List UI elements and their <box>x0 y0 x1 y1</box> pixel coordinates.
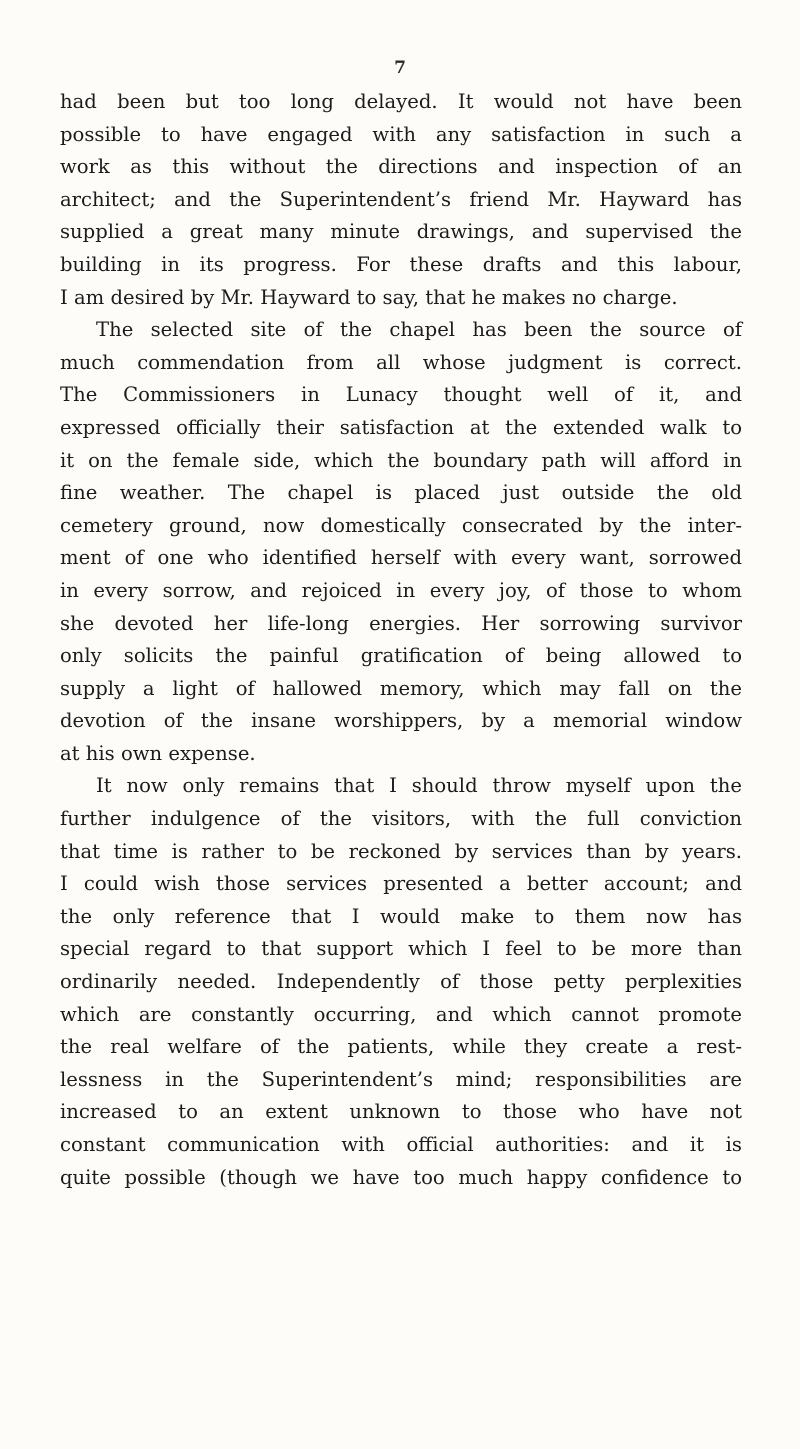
text-line: fine weather. The chapel is placed just outside the old <box>60 481 742 505</box>
text-line: that time is rather to be reckoned by services than by years. <box>60 839 742 863</box>
text-line: expressed officially their satisfaction at the extended walk to <box>60 415 742 439</box>
text-line: architect; and the Superintendent’s friend Mr. Hayward has <box>60 187 742 211</box>
text-line: supply a light of hallowed memory, which may fall on the <box>60 676 742 700</box>
text-line: had been but too long delayed. It would not have been <box>60 90 742 113</box>
text-line: building in its progress. For these drafts and this labour, <box>60 252 742 276</box>
text-line: at his own expense. <box>60 741 256 765</box>
text-line: constant communication with official authorities: and it is <box>60 1133 742 1156</box>
text-line: the only reference that I would make to them now has <box>60 904 742 928</box>
text-line: further indulgence of the visitors, with the full conviction <box>60 807 742 831</box>
text-line: devotion of the insane worshippers, by a memorial window <box>60 709 742 733</box>
text-line: much commendation from all whose judgment is correct. <box>60 350 742 374</box>
text-line: supplied a great many minute drawings, and supervised the <box>60 220 742 244</box>
text-line: in every sorrow, and rejoiced in every joy, of those to whom <box>60 578 742 602</box>
text-line: ordinarily needed. Independently of those petty perplexities <box>60 970 742 994</box>
text-line: she devoted her life-long energies. Her sorrowing survivor <box>60 611 742 635</box>
body-text <box>60 86 742 1194</box>
text-line: lessness in the Superintendent’s mind; responsibilities are <box>60 1067 742 1091</box>
text-line: It now only remains that I should throw myself upon the <box>96 774 742 798</box>
text-line: ment of one who identified herself with every want, sorrowed <box>60 546 742 570</box>
page-number: 7 <box>394 58 406 78</box>
text-line: I am desired by Mr. Hayward to say, that he makes no charge. <box>60 285 678 309</box>
text-line: increased to an extent unknown to those who have not <box>60 1100 742 1124</box>
text-line: The Commissioners in Lunacy thought well of it, and <box>60 383 742 407</box>
text-line: possible to have engaged with any satisfaction in such a <box>60 122 742 146</box>
text-line: special regard to that support which I feel to be more than <box>60 937 742 961</box>
text-line: I could wish those services presented a better account; and <box>60 872 742 896</box>
text-line: work as this without the directions and inspection of an <box>60 155 742 179</box>
text-line: which are constantly occurring, and which cannot promote <box>60 1002 742 1026</box>
text-line: quite possible (though we have too much happy confidence to <box>60 1165 742 1189</box>
text-line: it on the female side, which the boundary path will afford in <box>60 448 742 472</box>
text-line: cemetery ground, now domestically consecrated by the inter- <box>60 513 742 537</box>
text-line: The selected site of the chapel has been the source of <box>96 318 742 342</box>
text-line: the real welfare of the patients, while they create a rest- <box>60 1035 742 1059</box>
text-line: only solicits the painful gratification of being allowed to <box>60 644 742 668</box>
